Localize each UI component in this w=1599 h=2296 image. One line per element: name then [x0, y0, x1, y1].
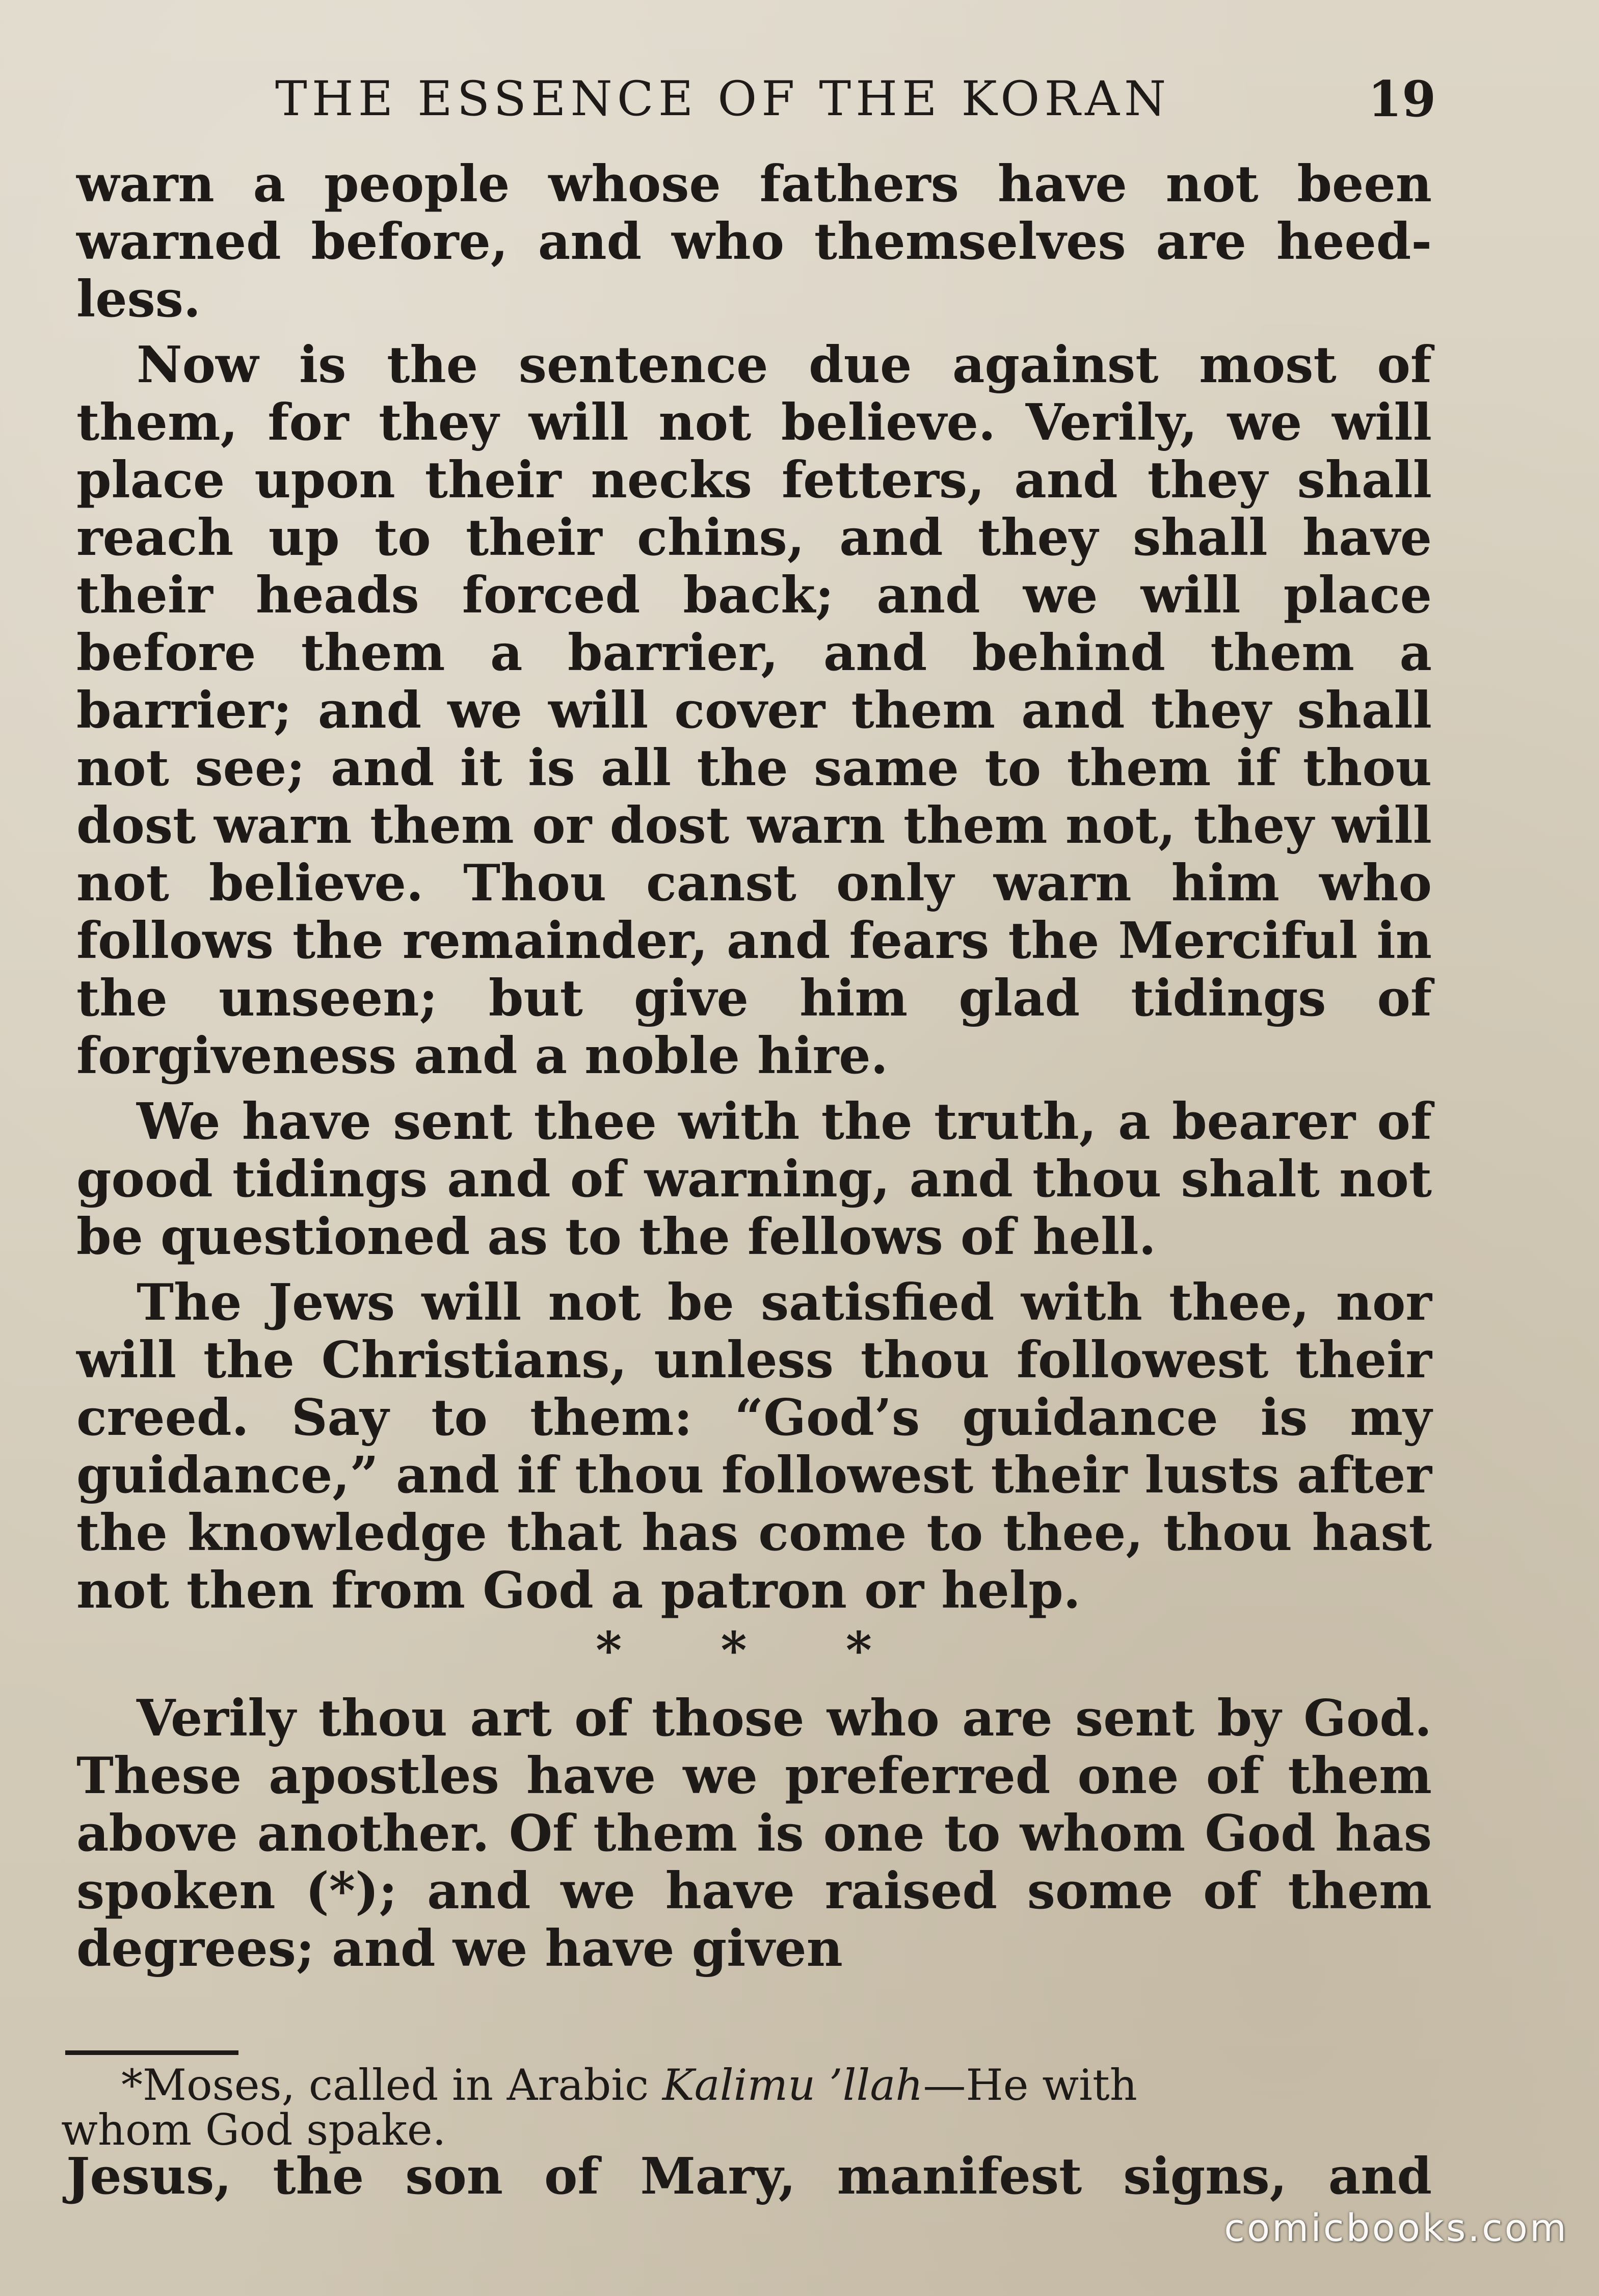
footnote-line	[61, 2060, 1432, 2110]
footnote-prefix: *Moses, called in Arabic	[121, 2060, 662, 2110]
paragraph: We have sent thee with the truth, a bearer of good tidings and of warning, and thou shalt not be questioned as to the fellows of hell.	[76, 1092, 1432, 1266]
continuation-line: Jesus, the son of Mary, manifest signs, and	[66, 2147, 1432, 2206]
paragraph: The Jews will not be satisfied with thee, nor will the Christians, unless thou followest their creed. Say to them: “God’s guidance is my guidance,” and if thou followest their lusts after the knowledge that has come to thee, thou hast not then from God a patron or help.	[76, 1273, 1432, 1620]
section-separator: * * *	[596, 1621, 913, 1680]
page-header	[275, 71, 1442, 127]
footnote-continuation: whom God spake.	[61, 2105, 446, 2155]
footnote	[61, 2060, 1432, 2155]
paragraph: warn a people whose fathers have not been warned before, and who themselves are heed- less.	[76, 155, 1432, 329]
paragraph: Now is the sentence due against most of them, for they will not believe. Verily, we will place upon their necks fetters, and they shall reach up to their chins, and they shall have their heads forced back; and we will place before them a barrier, and behind them a barrier; and we will cover them and they shall not see; and it is all the same to them if thou dost warn them or dost warn them not, they will not believe. Thou canst only warn him who follows the remainder, and fears the Merciful in the unseen; but give him glad tidings of forgiveness and a noble hire.	[76, 336, 1432, 1085]
footnote-rule	[65, 2050, 238, 2055]
body-text	[76, 155, 1432, 1978]
running-head: THE ESSENCE OF THE KORAN	[275, 71, 1171, 127]
page-number: 19	[1368, 70, 1436, 128]
footnote-suffix: —He with	[923, 2060, 1137, 2110]
footnote-italic: Kalimu ’llah	[662, 2060, 923, 2110]
paragraph: Verily thou art of those who are sent by God. These apostles have we preferred one of them above another. Of them is one to whom God has spoken (*); and we have raised some of them degrees; and we have given	[76, 1689, 1432, 1978]
watermark: comicbooks.com	[1224, 2206, 1568, 2250]
